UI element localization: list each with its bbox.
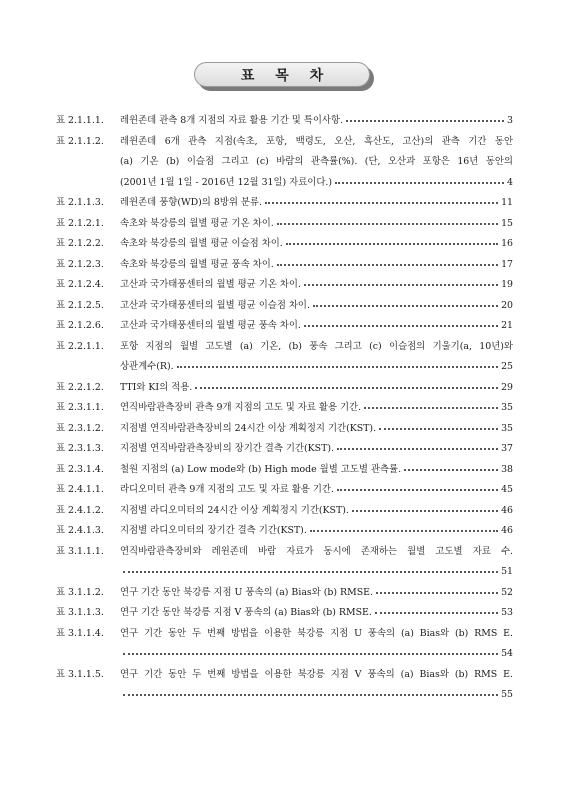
table-number: 표 3.1.1.3. [56,607,104,618]
table-number: 표 2.4.1.2. [56,504,104,516]
dot-leader [195,375,498,389]
page-number: 35 [501,422,513,434]
entry-title-text: 지점별 라디오미터의 24시간 이상 계획정지 기간(KST). [120,504,349,516]
page-number: 25 [501,361,513,372]
dot-leader [352,498,498,512]
dot-leader [376,580,498,594]
page-number: 55 [501,689,513,700]
table-number: 표 2.2.1.1. [56,340,104,352]
dot-leader [304,272,498,286]
page-number: 37 [501,443,513,454]
dot-leader [123,559,498,573]
toc-entry[interactable] [56,337,513,378]
page-number: 46 [501,525,513,536]
entry-title-text: 연직바람관측장비와 레윈존데 바람 자료가 동시에 존재하는 월별 고도별 자료 수. [120,545,513,557]
table-number: 표 2.1.2.4. [56,279,104,290]
entry-title-text: 고산과 국가태풍센터의 월별 평균 풍속 차이. [120,320,301,331]
toc-entry[interactable] [56,521,513,542]
dot-leader [404,457,498,471]
entry-body [120,521,513,542]
entry-body [120,132,513,194]
table-number: 표 2.3.1.2. [56,422,104,434]
toc-entry[interactable] [56,603,513,624]
entry-title-text: TTI와 KI의 적용. [120,381,193,393]
table-number: 표 2.1.1.3. [56,197,104,208]
title-banner [194,62,374,91]
table-number: 표 2.1.2.1. [56,217,104,229]
entry-title-text: 지점별 연직바람관측장비의 장기간 결측 기간(KST). [120,443,334,454]
dot-leader [346,108,504,122]
page-number: 54 [501,648,513,659]
dot-leader [177,354,498,368]
entry-title-text: 속초와 북강릉의 월별 평균 기온 차이. [120,217,274,229]
entry-title-text: 연구 기간 동안 두 번째 방법을 이용한 북강릉 지점 V 풍속의 (a) Bias와 (b) RMS E. [120,668,513,680]
toc-entry[interactable] [56,542,513,583]
dot-leader [304,313,498,327]
table-number: 표 2.1.2.2. [56,238,104,249]
entry-line [120,132,513,153]
entry-title-text: 철원 지점의 (a) Low mode와 (b) High mode 월별 고도별 관측률. [120,463,402,475]
toc-entry[interactable] [56,624,513,665]
entry-line [120,521,513,542]
page-number: 51 [501,566,513,577]
entry-title-text: 고산과 국가태풍센터의 월별 평균 이슬점 차이. [120,299,310,311]
page-number: 21 [501,320,513,331]
table-number: 표 2.1.1.2. [56,135,104,147]
page-title: 표 목 차 [194,62,370,87]
page-number: 17 [501,258,513,270]
page-number: 45 [501,484,513,495]
dot-leader [379,416,498,430]
page-number: 46 [501,504,513,516]
entry-title-text: 지점별 라디오미터의 장기간 결측 기간(KST). [120,525,307,536]
page-number: 16 [501,238,513,249]
page-number: 19 [501,279,513,290]
page-number: 3 [507,115,513,126]
toc-entry[interactable] [56,316,513,337]
table-number: 표 2.1.2.3. [56,258,104,270]
entry-title-text: 레윈존데 풍향(WD)의 8방위 분류. [120,197,262,208]
entry-line [120,603,513,624]
entry-title-text: 지점별 연직바람관측장비의 24시간 이상 계획정지 기간(KST). [120,422,377,434]
page-number: 20 [501,299,513,311]
table-number: 표 2.4.1.3. [56,525,104,536]
dot-leader [123,641,498,655]
entry-line [120,111,513,132]
table-number: 표 2.1.2.6. [56,320,104,331]
entry-title-text: 연구 기간 동안 북강릉 지점 V 풍속의 (a) Bias와 (b) RMSE. [120,607,372,618]
dot-leader [375,600,498,614]
page-number: 11 [501,197,513,208]
table-number: 표 3.1.1.2. [56,586,104,598]
table-number: 표 2.3.1.4. [56,463,104,475]
table-number: 표 3.1.1.1. [56,545,104,557]
entry-body [120,111,513,132]
entry-body [120,603,513,624]
table-of-tables [56,111,513,706]
entry-body [120,624,513,665]
entry-title-text: 레윈존데 6개 관측 지점(속초, 포항, 백령도, 오산, 흑산도, 고산)의 관측 기간 동안 [120,135,513,147]
dot-leader [277,211,498,225]
page-number: 35 [501,402,513,413]
dot-leader [123,682,498,696]
dot-leader [265,190,498,204]
table-number: 표 2.3.1.1. [56,402,104,413]
table-number: 표 2.4.1.1. [56,484,104,495]
page-number: 29 [501,381,513,393]
table-number: 표 2.1.1.1. [56,115,104,126]
dot-leader [335,170,504,184]
entry-title-text: (a) 기온 (b) 이슬점 그리고 (c) 바람의 관측률(%). (단, 오산과 포항은 16년 동안의 [120,156,513,167]
table-number: 표 2.3.1.3. [56,443,104,454]
page-number: 15 [501,217,513,229]
entry-line [120,685,513,706]
page-number: 4 [507,176,513,188]
table-number: 표 2.2.1.2. [56,381,104,393]
entry-title-text: 포항 지점의 월별 고도별 (a) 기온, (b) 풍속 그리고 (c) 이슬점의 기울기(a, 10년)와 [120,340,513,352]
entry-body [120,316,513,337]
table-number: 표 2.1.2.5. [56,299,104,311]
entry-line [120,316,513,337]
table-number: 표 3.1.1.4. [56,627,104,639]
entry-title-text: 속초와 북강릉의 월별 평균 이슬점 차이. [120,238,283,249]
dot-leader [310,518,498,532]
toc-entry[interactable] [56,111,513,132]
table-number: 표 3.1.1.5. [56,668,104,680]
dot-leader [313,293,498,307]
entry-title-text: 연구 기간 동안 두 번째 방법을 이용한 북강릉 지점 U 풍속의 (a) Bias와 (b) RMS E. [120,627,513,639]
entry-body [120,337,513,378]
entry-title-text: 라디오미터 관측 9개 지점의 고도 및 자료 활용 기간. [120,484,334,495]
dot-leader [337,477,498,491]
dot-leader [286,231,498,245]
toc-entry[interactable] [56,665,513,706]
page-number: 53 [501,607,513,618]
page-number: 38 [501,463,513,475]
entry-title-text: 속초와 북강릉의 월별 평균 풍속 차이. [120,258,274,270]
entry-title-text: 연구 기간 동안 북강릉 지점 U 풍속의 (a) Bias와 (b) RMSE. [120,586,373,598]
entry-title-text: 연직바람관측장비 관측 9개 지점의 고도 및 자료 활용 기간. [120,402,362,413]
entry-line [120,644,513,665]
toc-entry[interactable] [56,132,513,194]
entry-title-text: 상관계수(R). [120,361,174,372]
entry-title-text: 고산과 국가태풍센터의 월별 평균 기온 차이. [120,279,301,290]
entry-title-text: 레윈존데 관측 8개 지점의 자료 활용 기간 및 특이사항. [120,115,343,126]
dot-leader [364,395,498,409]
entry-title-text: (2001년 1월 1일 - 2016년 12월 31일) 자료이다.) [120,176,333,188]
entry-body [120,665,513,706]
entry-body [120,542,513,583]
page-number: 52 [501,586,513,598]
dot-leader [277,252,498,266]
dot-leader [337,436,498,450]
